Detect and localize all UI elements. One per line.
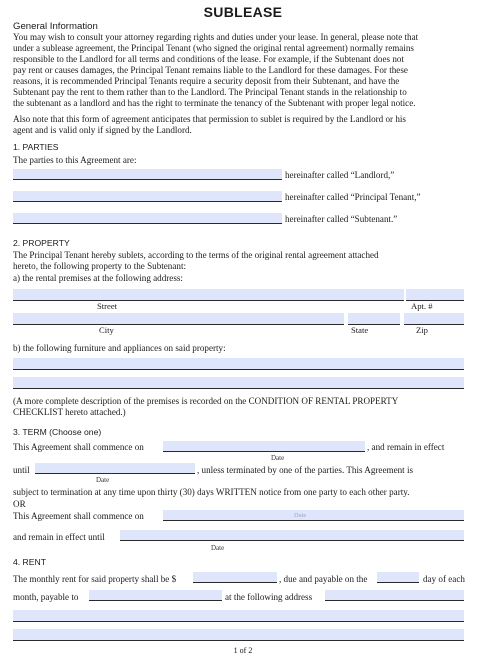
rent-day-label: day of each <box>423 574 465 584</box>
property-line: hereto, the following property to the Subtenant: <box>13 261 186 271</box>
document-title: SUBLEASE <box>203 4 283 20</box>
until-date-field[interactable] <box>35 463 195 474</box>
rent-due-day-field[interactable] <box>377 572 419 583</box>
general-para1-line: responsible to the Landlord for all terms and conditions of the lease. For example, if the Subtenant does not <box>13 54 404 64</box>
rent-due-label: , due and payable on the <box>279 574 368 584</box>
general-para2-line: agent and is valid only if signed by the Landlord. <box>13 125 192 135</box>
rent-address-field-1[interactable] <box>325 590 464 601</box>
rent-payee-field[interactable] <box>89 590 222 601</box>
rent-payable-label: month, payable to <box>13 592 79 602</box>
rent-amount-field[interactable] <box>193 572 277 583</box>
term-commence-label: This Agreement shall commence on <box>13 442 144 452</box>
general-para1-line: You may wish to consult your attorney regarding rights and duties under your lease. In general, please note that <box>13 32 419 42</box>
zip-label: Zip <box>416 325 428 335</box>
state-field[interactable] <box>348 313 400 325</box>
term-subject-line: subject to termination at any time upon thirty (30) days WRITTEN notice from one party to each other party. <box>13 487 410 497</box>
term-remain-label: , and remain in effect <box>367 442 445 452</box>
rent-address-label: at the following address <box>225 592 313 602</box>
property-b-label: b) the following furniture and appliances on said property: <box>13 343 226 353</box>
term-unless-label: , unless terminated by one of the parties. This Agreement is <box>197 465 414 475</box>
term-or: OR <box>13 499 26 509</box>
term-heading-row <box>13 427 101 438</box>
commence-date-field[interactable] <box>163 441 365 452</box>
principal-tenant-name-field[interactable] <box>13 191 282 202</box>
apt-label: Apt. # <box>411 301 433 311</box>
general-para1-line: reasons, it is recommended Principal Tenants require a security deposit from their Subtenant, and have the <box>13 76 400 86</box>
rent-heading: 4. RENT <box>13 557 46 567</box>
state-label: State <box>351 325 369 335</box>
term-heading: 3. TERM <box>13 427 47 437</box>
furniture-line-1-field[interactable] <box>13 358 464 370</box>
general-para1-line: Subtenant pay the rent to them rather than to the Landlord. The Principal Tenant stands in the relationship to <box>13 87 407 97</box>
furniture-line-2-field[interactable] <box>13 377 464 389</box>
rent-address-field-2[interactable] <box>13 610 464 622</box>
principal-tenant-label: hereinafter called “Principal Tenant,” <box>285 192 421 202</box>
remain-until-date-field[interactable] <box>120 530 464 541</box>
subtenant-label: hereinafter called “Subtenant.” <box>285 214 398 224</box>
parties-intro: The parties to this Agreement are: <box>13 155 137 165</box>
term-remain2-label: and remain in effect until <box>13 532 105 542</box>
city-label: City <box>99 325 114 335</box>
property-note-line: (A more complete description of the premises is recorded on the CONDITION OF RENTAL PROPERTY <box>13 396 399 406</box>
general-para2-line: Also note that this form of agreement anticipates that permission to sublet is required by the Landlord or his <box>13 114 406 124</box>
landlord-name-field[interactable] <box>13 169 282 180</box>
property-note-line: CHECKLIST hereto attached.) <box>13 407 126 417</box>
remain-until-date-label: Date <box>211 544 225 552</box>
property-a-label: a) the rental premises at the following address: <box>13 273 183 283</box>
page-number: 1 of 2 <box>233 646 253 655</box>
term-commence2-label: This Agreement shall commence on <box>13 511 144 521</box>
commence2-date-field[interactable] <box>163 510 464 521</box>
commence-date-label: Date <box>271 454 285 462</box>
rent-address-field-3[interactable] <box>13 629 464 641</box>
rent-amount-label: The monthly rent for said property shall be $ <box>13 574 177 584</box>
apt-field[interactable] <box>406 289 464 301</box>
property-line: The Principal Tenant hereby sublets, according to the terms of the original rental agreement attached <box>13 250 379 260</box>
zip-field[interactable] <box>404 313 464 325</box>
city-field[interactable] <box>13 313 344 325</box>
parties-heading: 1. PARTIES <box>13 142 59 152</box>
street-label: Street <box>97 301 118 311</box>
general-para1-line: the subtenant as a landlord and has the right to terminate the tenancy of the Subtenant with proper legal notice. <box>13 98 416 108</box>
general-para1-line: pay rent or causes damages, the Principal Tenant remains liable to the Landlord for these damages. For these <box>13 65 408 75</box>
subtenant-name-field[interactable] <box>13 213 282 224</box>
term-until-label: until <box>13 465 30 475</box>
commence2-date-hint: Date <box>294 512 307 519</box>
general-heading: General Information <box>13 21 98 32</box>
general-para1-line: under a sublease agreement, the Principal Tenant (who signed the original rental agreement) normally remains <box>13 43 414 53</box>
landlord-label: hereinafter called “Landlord,” <box>285 170 395 180</box>
street-field[interactable] <box>13 289 404 301</box>
property-heading: 2. PROPERTY <box>13 238 70 248</box>
term-choose: (Choose one) <box>46 427 102 437</box>
until-date-label: Date <box>96 476 110 484</box>
